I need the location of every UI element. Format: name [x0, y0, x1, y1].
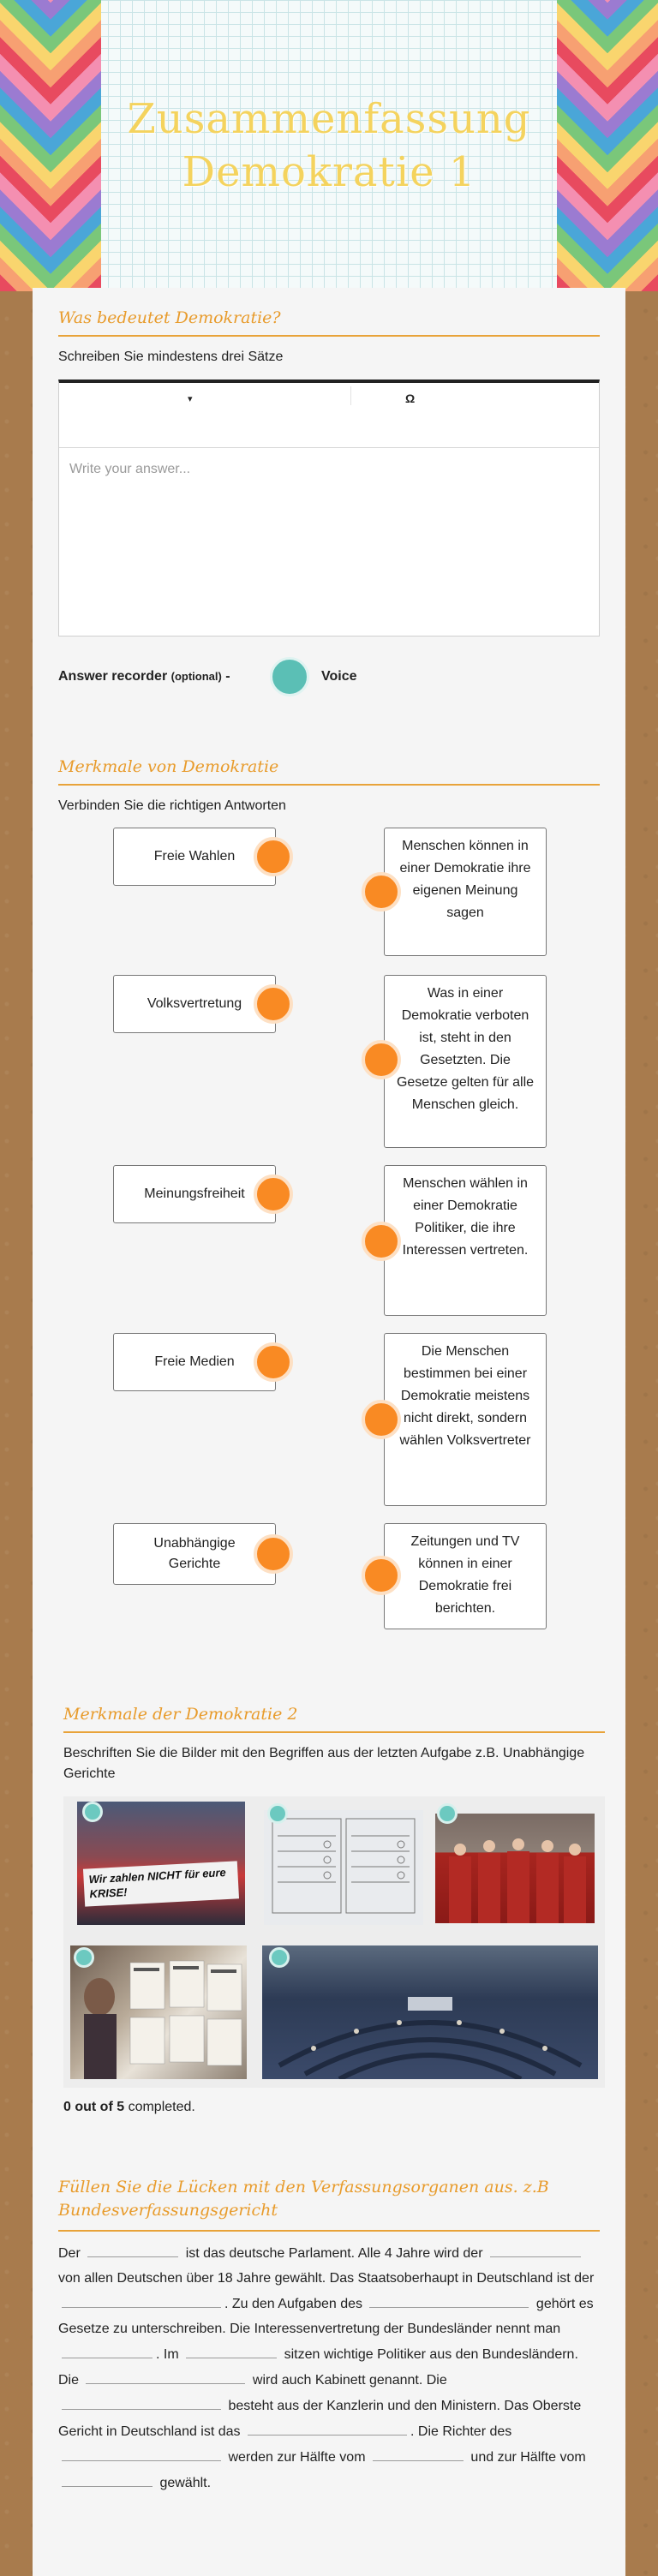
cloze-text-segment: und zur Hälfte vom — [470, 2450, 586, 2465]
match-connector-left[interactable] — [254, 1174, 293, 1214]
toolbar-divider — [350, 386, 351, 405]
match-term-card[interactable]: Unabhängige Gerichte — [113, 1523, 276, 1585]
plenary-hall-drawing — [262, 1945, 598, 2079]
completion-suffix: completed. — [128, 2100, 195, 2114]
cloze-text-segment: gehört es Gesetze zu unterschreiben. Die Interessenvertretung der Bundesländer nennt man — [58, 2297, 594, 2336]
ballot-paper-photo — [264, 1810, 423, 1925]
match-connector-right[interactable] — [362, 872, 401, 911]
cloze-text-segment: besteht aus der Kanzlerin und den Ministern. Das Oberste Gericht in Deutschland ist das — [58, 2399, 582, 2439]
cloze-text-segment: gewählt. — [159, 2476, 212, 2490]
section-title: Merkmale der Demokratie 2 — [63, 1705, 605, 1733]
cloze-blank-input[interactable] — [369, 2291, 529, 2308]
answer-textarea[interactable]: Write your answer... — [69, 462, 191, 476]
match-connector-right[interactable] — [362, 1400, 401, 1439]
cloze-blank-input[interactable] — [186, 2341, 277, 2358]
completion-count: 0 out of 5 — [63, 2100, 125, 2114]
cloze-text-segment: von allen Deutschen über 18 Jahre gewählt. Das Staatsoberhaupt in Deutschland ist der — [58, 2271, 595, 2286]
cloze-blank-input[interactable] — [490, 2240, 581, 2257]
ballot-paper-drawing — [264, 1810, 423, 1925]
cloze-blank-input[interactable] — [373, 2444, 464, 2461]
match-connector-left[interactable] — [254, 837, 293, 876]
match-connector-left[interactable] — [254, 984, 293, 1024]
editor-toolbar — [59, 383, 599, 448]
cloze-blank-input[interactable] — [62, 2393, 221, 2410]
match-definition-card[interactable]: Menschen können in einer Demokratie ihre eigenen Meinung sagen — [384, 828, 547, 956]
page-title: Zusammenfassung Demokratie 1 — [127, 95, 531, 196]
section-title: Merkmale von Demokratie — [58, 757, 600, 786]
image-label-board — [63, 1796, 605, 2088]
section-what-is-democracy — [58, 308, 600, 696]
section-title: Was bedeutet Demokratie? — [58, 308, 600, 337]
section-title: Füllen Sie die Lücken mit den Verfassungsorganen aus. z.B Bundesverfassungsgericht — [58, 2176, 600, 2232]
recorder-dash: - — [225, 669, 230, 684]
match-term-card[interactable]: Freie Medien — [113, 1333, 276, 1391]
answer-recorder — [58, 657, 600, 696]
match-connector-right[interactable] — [362, 1222, 401, 1261]
cloze-blank-input[interactable] — [62, 2470, 153, 2487]
match-connector-right[interactable] — [362, 1040, 401, 1079]
cloze-text-segment: . Zu den Aufgaben des — [224, 2297, 363, 2311]
newspapers-drawing — [70, 1945, 247, 2079]
image-label-pin[interactable] — [437, 1803, 458, 1824]
image-label-pin[interactable] — [74, 1947, 94, 1968]
protest-banner: Wir zahlen NICHT für eure KRISE! — [83, 1861, 239, 1906]
cloze-text-segment: . Im — [156, 2347, 179, 2362]
cloze-blank-input[interactable] — [248, 2418, 407, 2436]
recorder-label-text: Answer recorder — [58, 669, 168, 684]
judges-drawing — [435, 1814, 595, 1923]
decorative-chevron-pattern-left — [0, 0, 101, 291]
section-image-labeling — [63, 1705, 605, 2115]
section-fill-in-the-blanks — [58, 2176, 600, 2495]
match-term-card[interactable]: Freie Wahlen — [113, 828, 276, 886]
newspaper-kiosk-photo — [70, 1945, 247, 2079]
record-voice-button[interactable] — [270, 657, 309, 696]
cloze-text-segment: . Die Richter des — [410, 2424, 512, 2439]
match-term-card[interactable]: Volksvertretung — [113, 975, 276, 1033]
image-label-pin[interactable] — [82, 1802, 103, 1822]
section-matching — [58, 757, 600, 1631]
rich-text-editor[interactable] — [58, 380, 600, 637]
cloze-text — [58, 2240, 600, 2495]
format-dropdown-icon[interactable]: ▾ — [188, 394, 193, 404]
protest-photo — [77, 1802, 245, 1925]
worksheet-card — [33, 288, 625, 2576]
cloze-text-segment: ist das deutsche Parlament. Alle 4 Jahre wird der — [185, 2246, 483, 2261]
match-connector-left[interactable] — [254, 1534, 293, 1574]
cloze-text-segment: wird auch Kabinett genannt. Die — [252, 2373, 447, 2388]
completion-status — [63, 2100, 605, 2115]
image-label-pin[interactable] — [269, 1947, 290, 1968]
cloze-blank-input[interactable] — [62, 2341, 153, 2358]
bundestag-plenary-photo — [262, 1945, 598, 2079]
image-label-pin[interactable] — [267, 1803, 288, 1824]
section-instruction: Beschriften Sie die Bilder mit den Begriffen aus der letzten Aufgabe z.B. Unabhängige Gerichte — [63, 1746, 585, 1781]
match-definition-card[interactable]: Menschen wählen in einer Demokratie Politiker, die ihre Interessen vertreten. — [384, 1165, 547, 1316]
section-instruction: Schreiben Sie mindestens drei Sätze — [58, 350, 284, 364]
cloze-text-segment: Der — [58, 2246, 81, 2261]
cloze-text-segment: sitzen wichtige Politiker aus den Bundesländern. Die — [58, 2347, 578, 2388]
cloze-blank-input[interactable] — [87, 2240, 178, 2257]
match-connector-left[interactable] — [254, 1342, 293, 1382]
decorative-chevron-pattern-right — [557, 0, 658, 291]
match-definition-card[interactable]: Die Menschen bestimmen bei einer Demokratie meistens nicht direkt, sondern wählen Volksvertreter — [384, 1333, 547, 1506]
recorder-optional-text: (optional) — [170, 670, 222, 683]
cloze-blank-input[interactable] — [62, 2291, 221, 2308]
voice-label: Voice — [321, 669, 357, 684]
match-definition-card[interactable]: Zeitungen und TV können in einer Demokratie frei berichten. — [384, 1523, 547, 1629]
special-characters-icon[interactable]: Ω — [405, 391, 416, 405]
cloze-blank-input[interactable] — [86, 2367, 245, 2384]
match-definition-card[interactable]: Was in einer Demokratie verboten ist, steht in den Gesetzten. Die Gesetze gelten für alle Menschen gleich. — [384, 975, 547, 1148]
page-header — [0, 0, 658, 291]
match-connector-right[interactable] — [362, 1556, 401, 1595]
section-instruction: Verbinden Sie die richtigen Antworten — [58, 798, 286, 813]
constitutional-court-judges-photo — [435, 1814, 595, 1923]
cloze-blank-input[interactable] — [62, 2444, 221, 2461]
recorder-label — [58, 669, 230, 684]
cloze-text-segment: werden zur Hälfte vom — [228, 2450, 366, 2465]
match-term-card[interactable]: Meinungsfreiheit — [113, 1165, 276, 1223]
